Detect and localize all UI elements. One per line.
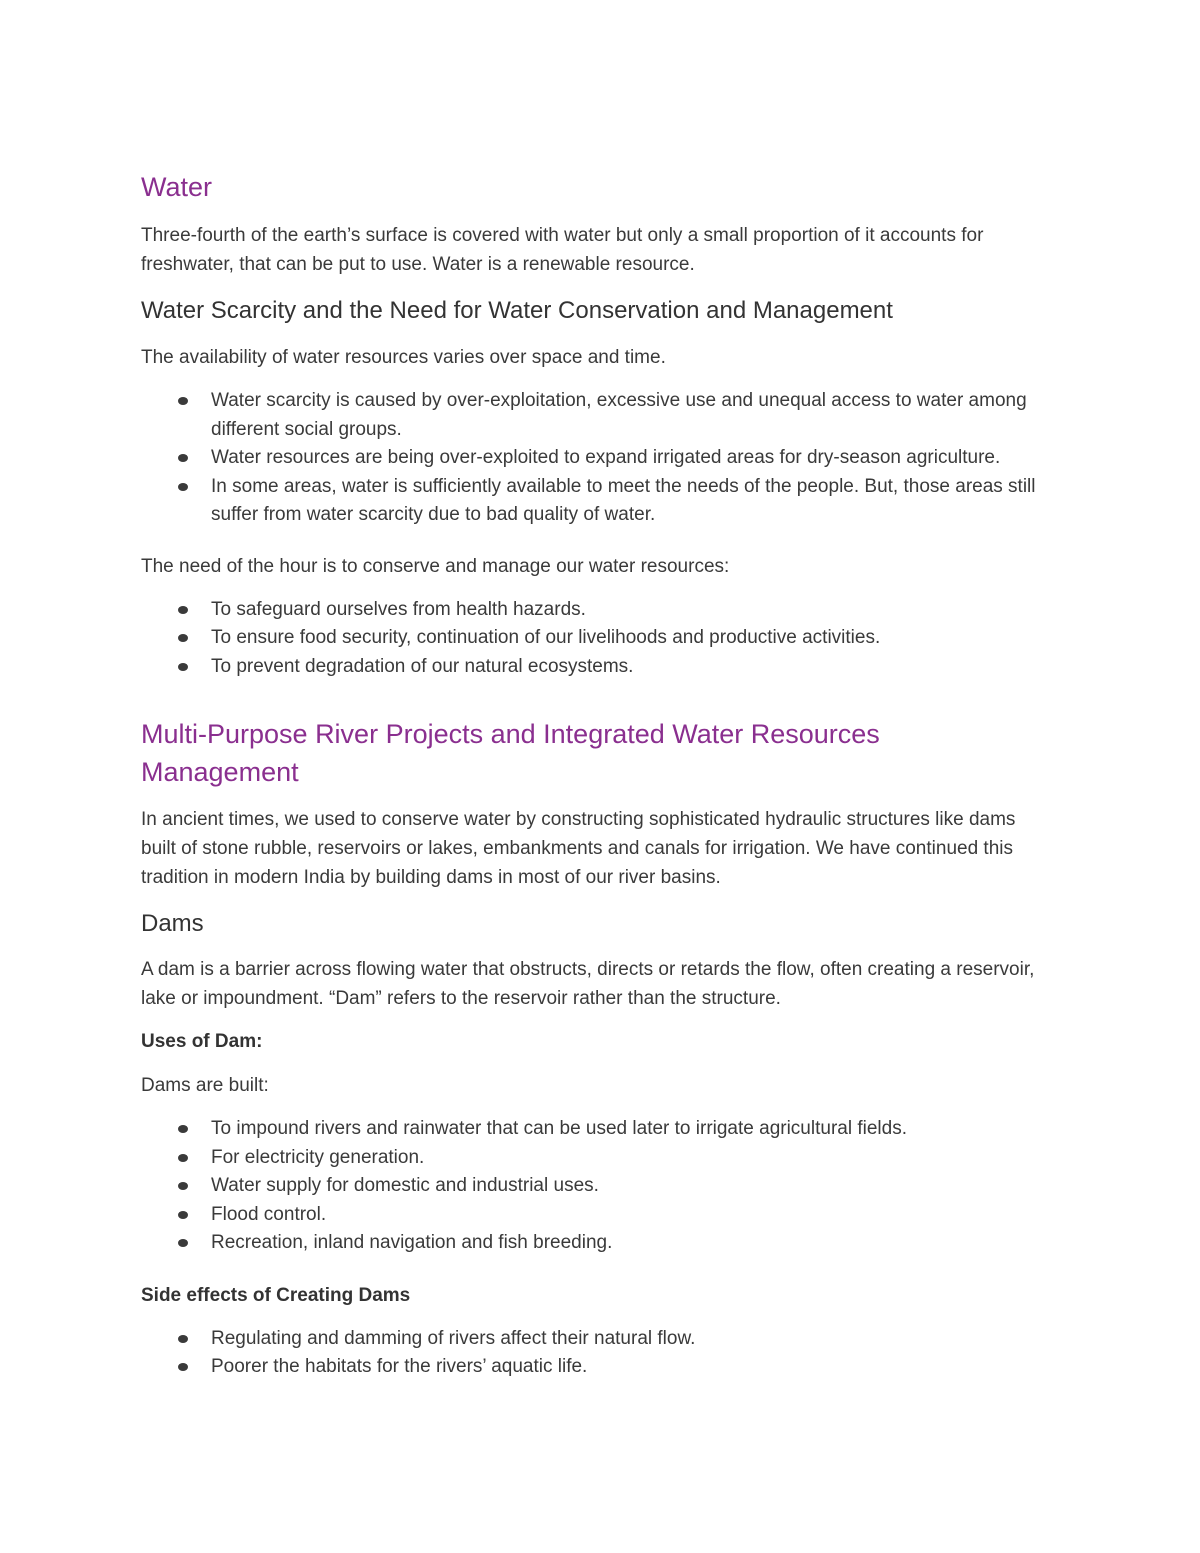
list-item: Poorer the habitats for the rivers’ aquatic life. (141, 1353, 1051, 1382)
list-scarcity-causes (141, 387, 1051, 530)
paragraph-dam-definition: A dam is a barrier across flowing water that obstructs, directs or retards the flow, often creating a reservoir, lake or impoundment. “Dam” refers to the reservoir rather than the structure. (141, 959, 1035, 1009)
paragraph-ancient-conservation: In ancient times, we used to conserve water by constructing sophisticated hydraulic structures like dams built of stone rubble, reservoirs or lakes, embankments and canals for irrigation. We have continued this tradition in modern India by building dams in most of our river basins. (141, 809, 1016, 888)
list-item: To prevent degradation of our natural ecosystems. (141, 653, 1051, 682)
subheading-side-effects: Side effects of Creating Dams (141, 1284, 411, 1306)
heading-multipurpose-projects: Multi-Purpose River Projects and Integrated Water Resources Management (141, 719, 880, 787)
list-item: Flood control. (141, 1201, 1051, 1230)
bullet-icon (178, 454, 188, 462)
list-item: Water scarcity is caused by over-exploitation, excessive use and unequal access to water among different social groups. (141, 387, 1051, 444)
document-page (141, 168, 1051, 1382)
list-item: To safeguard ourselves from health hazards. (141, 596, 1051, 625)
list-item: Water resources are being over-exploited to expand irrigated areas for dry-season agriculture. (141, 444, 1051, 473)
bullet-icon (178, 1125, 188, 1133)
bullet-icon (178, 663, 188, 671)
bullet-icon (178, 634, 188, 642)
bullet-icon (178, 1363, 188, 1371)
list-item: To ensure food security, continuation of our livelihoods and productive activities. (141, 624, 1051, 653)
bullet-icon (178, 1239, 188, 1247)
bullet-icon (178, 1182, 188, 1190)
bullet-icon (178, 606, 188, 614)
paragraph-water-intro: Three-fourth of the earth’s surface is covered with water but only a small proportion of it accounts for freshwater, that can be put to use. Water is a renewable resource. (141, 225, 984, 275)
list-item: In some areas, water is sufficiently available to meet the needs of the people. But, those areas still suffer from water scarcity due to bad quality of water. (141, 473, 1051, 530)
bullet-icon (178, 1211, 188, 1219)
paragraph-need-of-hour: The need of the hour is to conserve and manage our water resources: (141, 555, 730, 577)
list-item: Regulating and damming of rivers affect their natural flow. (141, 1325, 1051, 1354)
paragraph-availability: The availability of water resources varies over space and time. (141, 347, 666, 368)
paragraph-dams-are-built: Dams are built: (141, 1075, 269, 1096)
list-item: Water supply for domestic and industrial uses. (141, 1172, 1051, 1201)
bullet-icon (178, 1335, 188, 1343)
list-conservation-needs (141, 596, 1051, 682)
subheading-uses-of-dam: Uses of Dam: (141, 1031, 263, 1052)
list-side-effects (141, 1325, 1051, 1382)
heading-water-scarcity: Water Scarcity and the Need for Water Conservation and Management (141, 297, 893, 324)
bullet-icon (178, 397, 188, 405)
list-dam-uses (141, 1115, 1051, 1258)
bullet-icon (178, 1154, 188, 1162)
heading-dams: Dams (141, 910, 204, 937)
list-item: For electricity generation. (141, 1144, 1051, 1173)
bullet-icon (178, 483, 188, 491)
list-item: Recreation, inland navigation and fish breeding. (141, 1229, 1051, 1258)
heading-water: Water (141, 172, 213, 202)
list-item: To impound rivers and rainwater that can be used later to irrigate agricultural fields. (141, 1115, 1051, 1144)
